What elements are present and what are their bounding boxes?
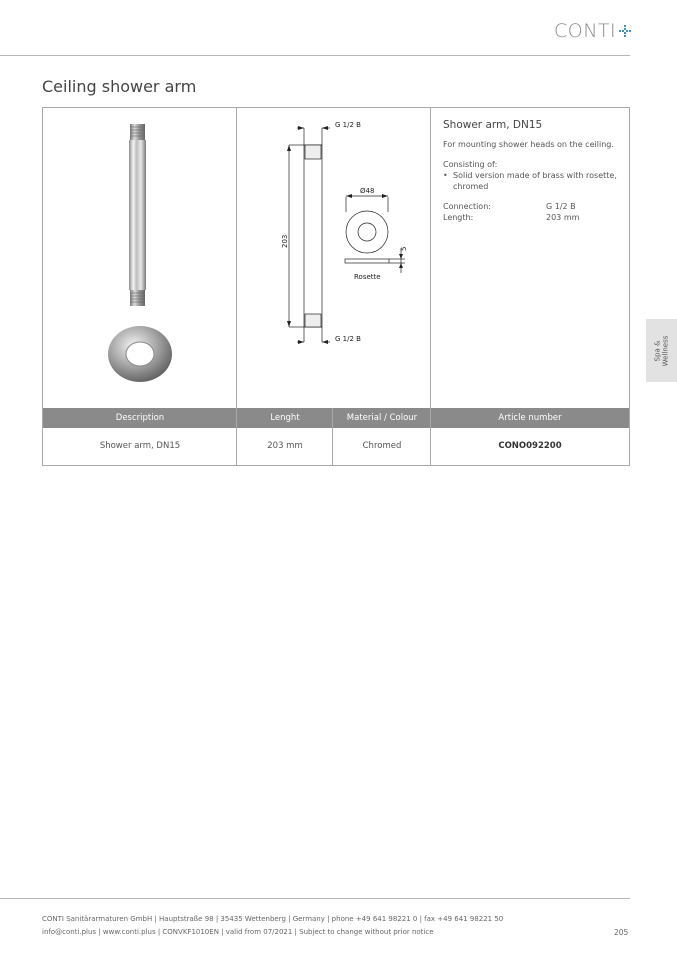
rosette-thickness-label: 5 — [400, 246, 408, 251]
rosette-diameter-label: Ø48 — [360, 187, 375, 195]
table-row — [43, 428, 629, 465]
conti-logo — [554, 20, 632, 42]
cell-description: Shower arm, DN15 — [99, 441, 181, 451]
shower-arm-photo — [43, 108, 237, 408]
header-divider — [0, 55, 630, 56]
logo-text: CONTI — [554, 20, 617, 42]
product-table — [42, 107, 630, 466]
spec-label: Length: — [443, 213, 474, 222]
product-title: Shower arm, DN15 — [443, 119, 543, 131]
section-tab-line2: Wellness — [661, 335, 670, 366]
cell-length: 203 mm — [267, 441, 303, 451]
column-divider — [332, 408, 333, 465]
bottom-thread — [130, 290, 145, 306]
page-number: 205 — [614, 928, 629, 937]
top-thread — [130, 124, 145, 140]
column-divider — [236, 408, 237, 465]
bullet-text-line1: Solid version made of brass with rosette, — [453, 171, 617, 180]
product-info-cell — [431, 108, 630, 408]
bullet-icon: • — [443, 171, 448, 180]
spec-row-length — [443, 212, 618, 223]
consisting-bullet — [443, 170, 618, 192]
header-article-number: Article number — [498, 413, 562, 423]
product-purpose: For mounting shower heads on the ceiling. — [443, 140, 614, 149]
length-dimension: 203 — [281, 234, 289, 248]
column-divider — [430, 408, 431, 465]
footer-divider — [0, 898, 630, 899]
pipe-body — [129, 140, 146, 290]
product-photo-cell — [43, 108, 237, 408]
technical-drawing — [237, 108, 431, 408]
table-header — [43, 408, 629, 428]
spec-label: Connection: — [443, 202, 491, 211]
rosette-label: Rosette — [354, 273, 381, 281]
header-description: Description — [115, 413, 165, 423]
footer-contact-info: info@conti.plus | www.conti.plus | CONVKF1010EN | valid from 07/2021 | Subject to change without prior notice — [42, 928, 434, 936]
spec-value: G 1/2 B — [546, 202, 576, 211]
thread-bottom-label: G 1/2 B — [335, 335, 361, 343]
technical-drawing-cell — [237, 108, 431, 408]
header-length: Lenght — [270, 413, 300, 423]
page-title: Ceiling shower arm — [42, 77, 197, 96]
thread-top-label: G 1/2 B — [335, 121, 361, 129]
logo-plus-icon — [618, 24, 632, 38]
footer-company-info: CONTI Sanitärarmaturen GmbH | Hauptstraße 98 | 35435 Wettenberg | Germany | phone +49 641 98221 0 | fax +49 641 98221 50 — [42, 915, 504, 923]
header-material: Material / Colour — [346, 413, 418, 423]
consisting-label: Consisting of: — [443, 160, 498, 169]
cell-material: Chromed — [362, 441, 402, 451]
bullet-text-line2: chromed — [453, 182, 489, 191]
spec-row-connection — [443, 201, 618, 212]
cell-article-number: CONO092200 — [498, 441, 562, 451]
spec-value: 203 mm — [546, 213, 580, 222]
section-tab-line1: Spa & — [653, 340, 662, 361]
section-tab-spa-wellness[interactable] — [646, 319, 677, 382]
